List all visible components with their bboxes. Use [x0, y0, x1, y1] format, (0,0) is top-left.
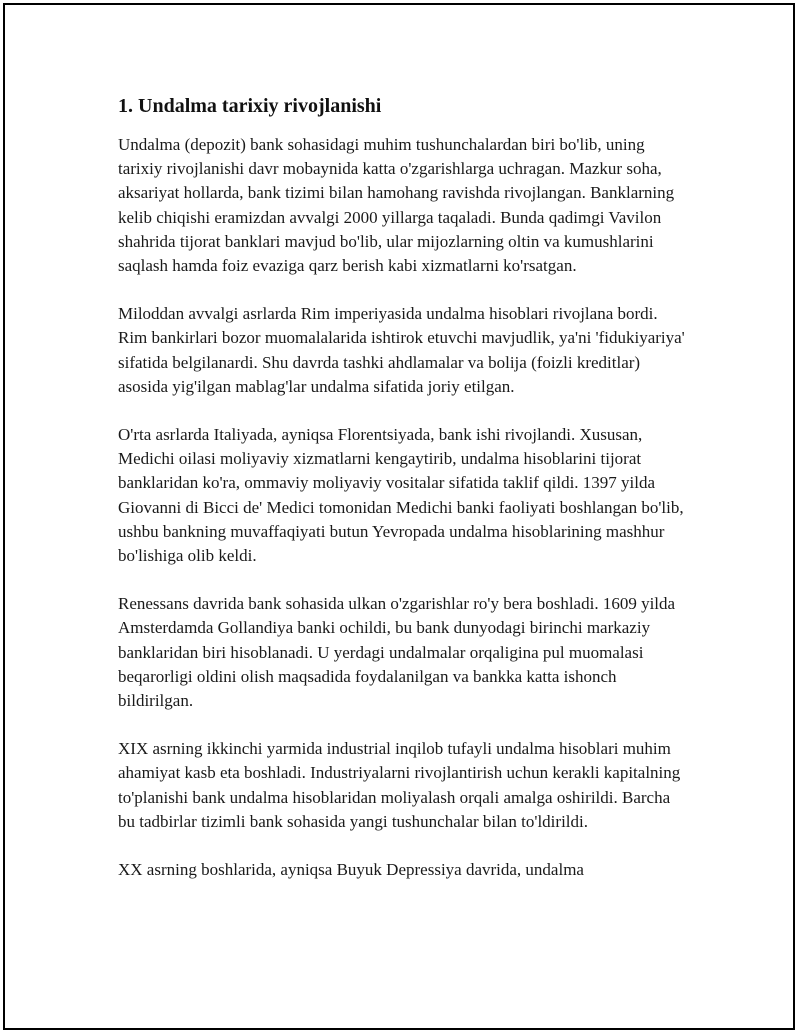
paragraph-3: O'rta asrlarda Italiyada, ayniqsa Florentsiyada, bank ishi rivojlandi. Xususan, Medichi oilasi moliyaviy xizmatlarni kengaytirib, undalma hisoblarini tijorat banklaridan ko'ra, ommaviy moliyaviy vositalar sifatida taklif qildi. 1397 yilda Giovanni di Bicci de' Medici tomonidan Medichi banki faoliyati boshlangan bo'lib, ushbu bankning muvaffaqiyati butun Yevropada undalma hisoblarining mashhur bo'lishiga olib keldi. [118, 425, 684, 566]
paragraph-5: XIX asrning ikkinchi yarmida industrial inqilob tufayli undalma hisoblari muhim ahamiyat kasb eta boshladi. Industriyalarni rivojlantirish uchun kerakli kapitalning to'planishi bank undalma hisoblaridan moliyalash orqali amalga oshirildi. Barcha bu tadbirlar tizimli bank sohasida yangi tushunchalar bilan to'ldirildi. [118, 739, 681, 831]
paragraph-1: Undalma (depozit) bank sohasidagi muhim tushunchalardan biri bo'lib, uning tarixiy rivojlanishi davr mobaynida katta o'zgarishlarga uchragan. Mazkur soha, aksariyat hollarda, bank tizimi bilan hamohang ravishda rivojlangan. Banklarning kelib chiqishi eramizdan avvalgi 2000 yillarga taqaladi. Bunda qadimgi Vavilon shahrida tijorat banklari mavjud bo'lib, ular mijozlarning oltin va kumushlarini saqlash hamda foiz evaziga qarz berish kabi xizmatlarni ko'rsatgan. [118, 135, 675, 276]
paragraph-4: Renessans davrida bank sohasida ulkan o'zgarishlar ro'y bera boshladi. 1609 yilda Amsterdamda Gollandiya banki ochildi, bu bank dunyodagi birinchi markaziy banklaridan biri hisoblanadi. U yerdagi undalmalar orqaligina pul muomalasi beqarorligi oldini olish maqsadida foydalanilgan va bankka katta ishonch bildirilgan. [118, 594, 676, 711]
paragraph-2: Miloddan avvalgi asrlarda Rim imperiyasida undalma hisoblari rivojlana bordi. Rim bankirlari bozor muomalalarida ishtirok etuvchi mavjudlik, ya'ni 'fidukiyariya' sifatida belgilanardi. Shu davrda tashki ahdlamalar va bolija (foizli kreditlar) asosida yig'ilgan mablag'lar undalma sifatida joriy etilgan. [118, 304, 685, 396]
paragraph-6: XX asrning boshlarida, ayniqsa Buyuk Depressiya davrida, undalma [118, 860, 584, 880]
section-heading: 1. Undalma tarixiy rivojlanishi [118, 95, 382, 117]
document-body [118, 92, 688, 906]
